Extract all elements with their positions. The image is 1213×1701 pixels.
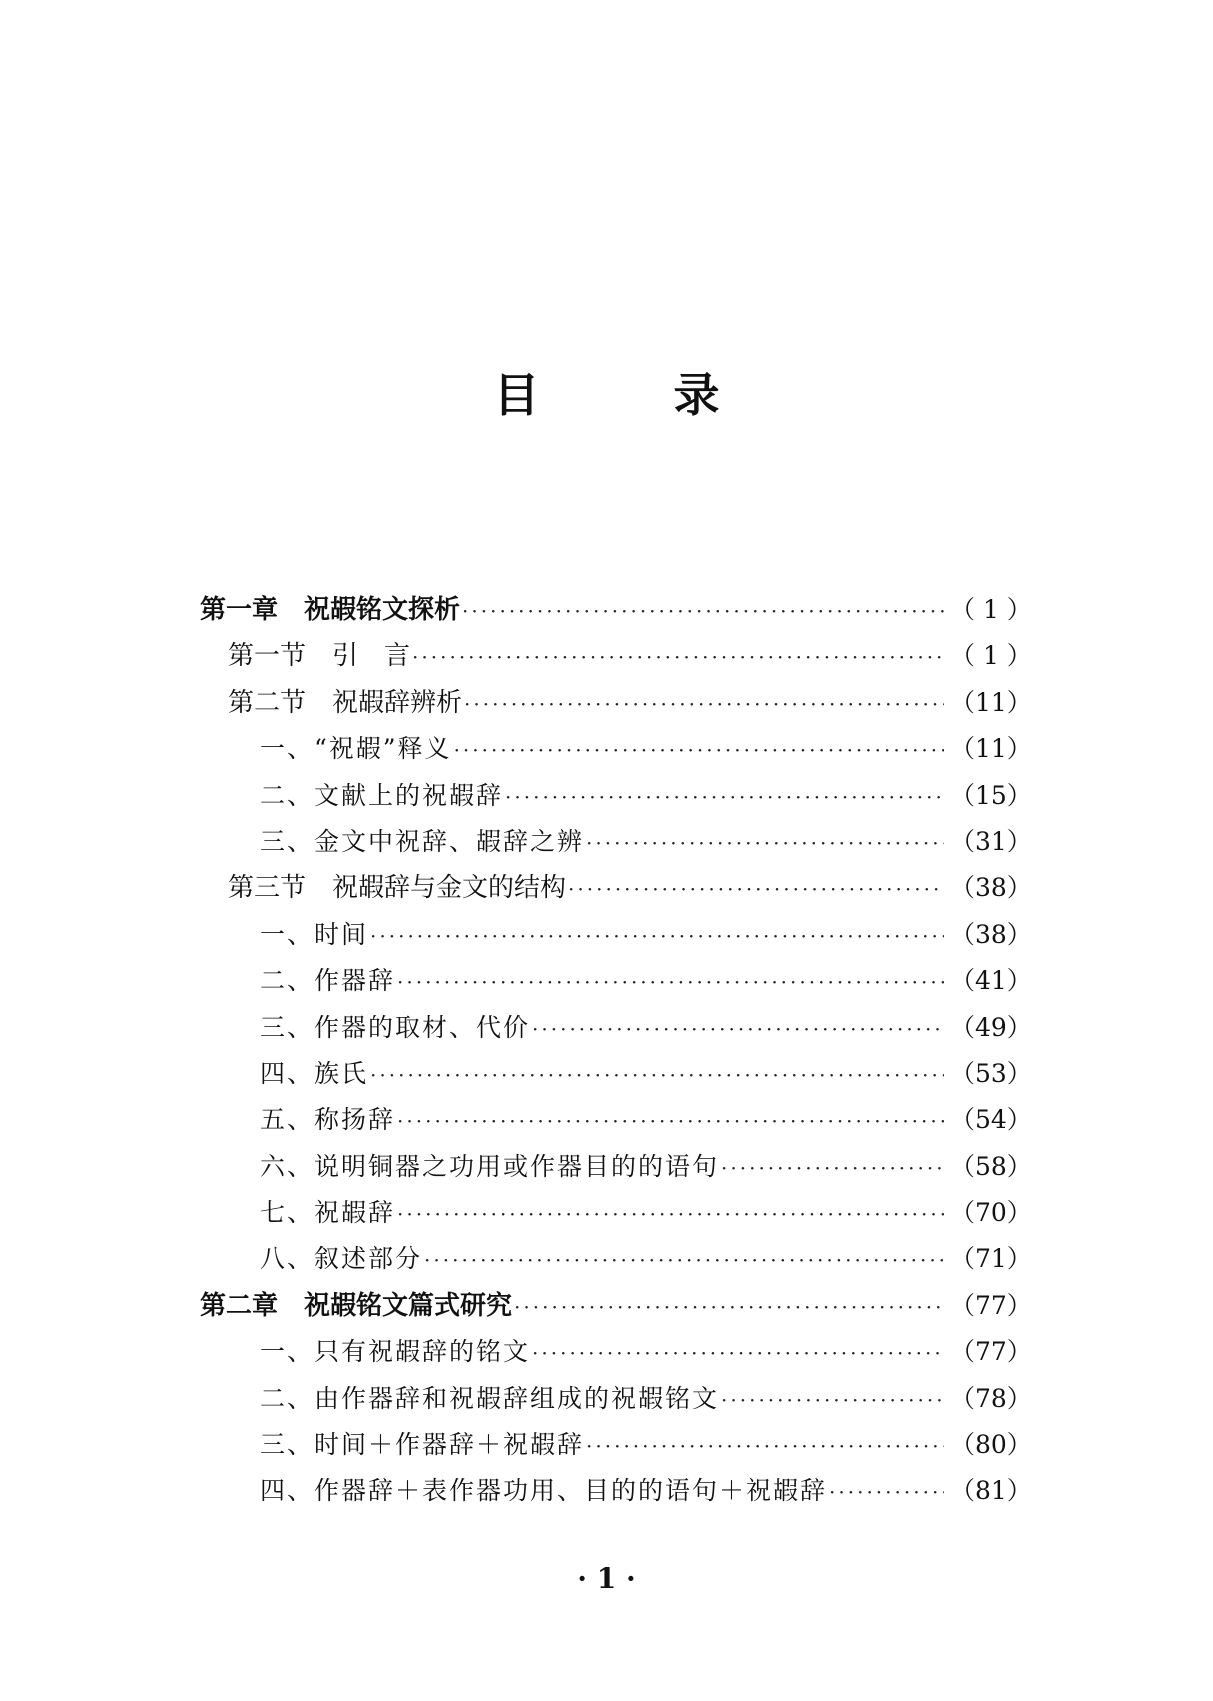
toc-entry-number: 第一节 bbox=[228, 641, 307, 672]
toc-entry-label bbox=[260, 1468, 827, 1514]
toc-entry-label bbox=[228, 680, 462, 726]
dot-leader bbox=[370, 1052, 944, 1098]
toc-entry-number: 第一章 bbox=[200, 595, 279, 625]
dot-leader bbox=[505, 774, 944, 820]
toc-entry-item bbox=[200, 1376, 1032, 1422]
toc-entry-item bbox=[200, 912, 1032, 958]
toc-entry-page: （58） bbox=[950, 1151, 1032, 1181]
toc-entry-item bbox=[200, 819, 1032, 865]
toc-entry-label bbox=[260, 773, 503, 819]
toc-entry-page: （38） bbox=[950, 919, 1032, 949]
toc-entry-title: 二、文献上的祝嘏辞 bbox=[260, 780, 504, 810]
dot-leader bbox=[586, 820, 944, 866]
toc-entry-label bbox=[260, 1190, 395, 1236]
toc-entry-section bbox=[200, 633, 1032, 679]
toc-entry-title: 八、叙述部分 bbox=[260, 1244, 423, 1274]
dot-leader bbox=[568, 866, 944, 912]
toc-entry-title: 一、“祝嘏”释义 bbox=[260, 734, 452, 764]
toc-entry-page: （53） bbox=[950, 1058, 1032, 1088]
toc-entry-page: （78） bbox=[950, 1383, 1032, 1413]
toc-entry-number: 第二节 bbox=[228, 687, 307, 718]
dot-leader bbox=[424, 1237, 944, 1283]
toc-entry-label bbox=[260, 819, 584, 865]
toc-entry-page: （71） bbox=[950, 1244, 1032, 1274]
dot-leader bbox=[532, 1330, 944, 1376]
toc-entry-title: 祝嘏铭文篇式研究 bbox=[304, 1290, 513, 1321]
toc-entry-number: 第三节 bbox=[228, 873, 307, 904]
dot-leader bbox=[721, 1377, 944, 1423]
toc-entry-page: （70） bbox=[950, 1198, 1032, 1228]
toc-entry-label bbox=[228, 633, 410, 679]
toc-entry-title: 六、说明铜器之功用或作器目的的语句 bbox=[260, 1151, 720, 1181]
toc-entry-page: （ 1 ） bbox=[950, 595, 1032, 624]
toc-entry-label bbox=[260, 1376, 719, 1422]
dot-leader bbox=[454, 727, 944, 773]
toc-entry-page: （41） bbox=[950, 966, 1032, 996]
toc-entry-number: 第二章 bbox=[200, 1290, 279, 1321]
dot-leader bbox=[532, 1006, 944, 1052]
toc-entry-title: 三、作器的取材、代价 bbox=[260, 1012, 531, 1042]
toc-entry-title: 引 言 bbox=[332, 641, 411, 672]
toc-entry-page: （11） bbox=[950, 734, 1032, 764]
dot-leader bbox=[829, 1469, 944, 1515]
toc-entry-title: 五、称扬辞 bbox=[260, 1105, 396, 1135]
dot-leader bbox=[464, 681, 944, 727]
toc-entry-item bbox=[200, 1468, 1032, 1514]
toc-entry-label bbox=[260, 958, 395, 1004]
toc-entry-item bbox=[200, 1422, 1032, 1468]
dot-leader bbox=[412, 634, 944, 680]
dot-leader bbox=[586, 1423, 944, 1469]
toc-entry-label bbox=[260, 1329, 530, 1375]
toc-entry-chapter bbox=[200, 1283, 1032, 1329]
toc-entry-label bbox=[260, 1422, 584, 1468]
toc-entry-page: （77） bbox=[950, 1290, 1032, 1320]
toc-entry-title: 一、只有祝嘏辞的铭文 bbox=[260, 1337, 531, 1367]
toc-entry-title: 祝嘏铭文探析 bbox=[304, 595, 461, 625]
toc-entry-label bbox=[200, 587, 460, 633]
toc-entry-section bbox=[200, 865, 1032, 911]
dot-leader bbox=[370, 913, 944, 959]
toc-entry-label bbox=[228, 865, 566, 911]
toc-entry-page: （31） bbox=[950, 826, 1032, 856]
toc-entry-page: （38） bbox=[950, 873, 1032, 903]
table-of-contents bbox=[200, 587, 1032, 1515]
toc-entry-page: （ 1 ） bbox=[950, 641, 1032, 671]
toc-entry-page: （15） bbox=[950, 780, 1032, 810]
toc-entry-item bbox=[200, 1144, 1032, 1190]
toc-entry-item bbox=[200, 1329, 1032, 1375]
dot-leader bbox=[397, 1191, 944, 1237]
dot-leader bbox=[397, 1098, 944, 1144]
toc-entry-title: 一、时间 bbox=[260, 919, 369, 949]
toc-entry-label bbox=[260, 912, 368, 958]
toc-entry-title: 四、族氏 bbox=[260, 1058, 369, 1088]
toc-entry-item bbox=[200, 1190, 1032, 1236]
dot-leader bbox=[721, 1145, 944, 1191]
toc-entry-page: （80） bbox=[950, 1430, 1032, 1460]
toc-entry-chapter bbox=[200, 587, 1032, 633]
toc-entry-title: 祝嘏辞辨析 bbox=[332, 687, 463, 718]
toc-entry-title: 四、作器辞＋表作器功用、目的的语句＋祝嘏辞 bbox=[260, 1476, 828, 1506]
toc-entry-page: （11） bbox=[950, 687, 1032, 717]
toc-entry-title: 七、祝嘏辞 bbox=[260, 1198, 396, 1228]
toc-entry-label bbox=[260, 1144, 719, 1190]
toc-entry-page: （49） bbox=[950, 1012, 1032, 1042]
toc-entry-label bbox=[260, 1005, 530, 1051]
toc-entry-page: （77） bbox=[950, 1337, 1032, 1367]
toc-entry-item bbox=[200, 1097, 1032, 1143]
toc-entry-title: 三、金文中祝辞、嘏辞之辨 bbox=[260, 826, 585, 856]
dot-leader bbox=[514, 1284, 944, 1330]
dot-leader bbox=[397, 959, 944, 1005]
toc-entry-item bbox=[200, 726, 1032, 772]
toc-entry-title: 二、由作器辞和祝嘏辞组成的祝嘏铭文 bbox=[260, 1383, 720, 1413]
toc-entry-item bbox=[200, 1005, 1032, 1051]
toc-entry-item bbox=[200, 1236, 1032, 1282]
toc-entry-label bbox=[260, 1236, 422, 1282]
toc-entry-title: 祝嘏辞与金文的结构 bbox=[332, 873, 567, 904]
toc-entry-page: （54） bbox=[950, 1105, 1032, 1135]
toc-entry-item bbox=[200, 958, 1032, 1004]
page-title: 目 录 bbox=[493, 368, 764, 422]
toc-entry-title: 二、作器辞 bbox=[260, 966, 396, 996]
toc-entry-section bbox=[200, 680, 1032, 726]
toc-entry-label bbox=[260, 1051, 368, 1097]
toc-entry-label bbox=[260, 726, 452, 772]
toc-entry-label bbox=[260, 1097, 395, 1143]
toc-entry-title: 三、时间＋作器辞＋祝嘏辞 bbox=[260, 1430, 585, 1460]
toc-entry-item bbox=[200, 773, 1032, 819]
toc-entry-label bbox=[200, 1283, 512, 1329]
page-number: · 1 · bbox=[577, 1562, 636, 1595]
toc-entry-item bbox=[200, 1051, 1032, 1097]
toc-entry-page: （81） bbox=[950, 1476, 1032, 1506]
dot-leader bbox=[462, 588, 944, 634]
